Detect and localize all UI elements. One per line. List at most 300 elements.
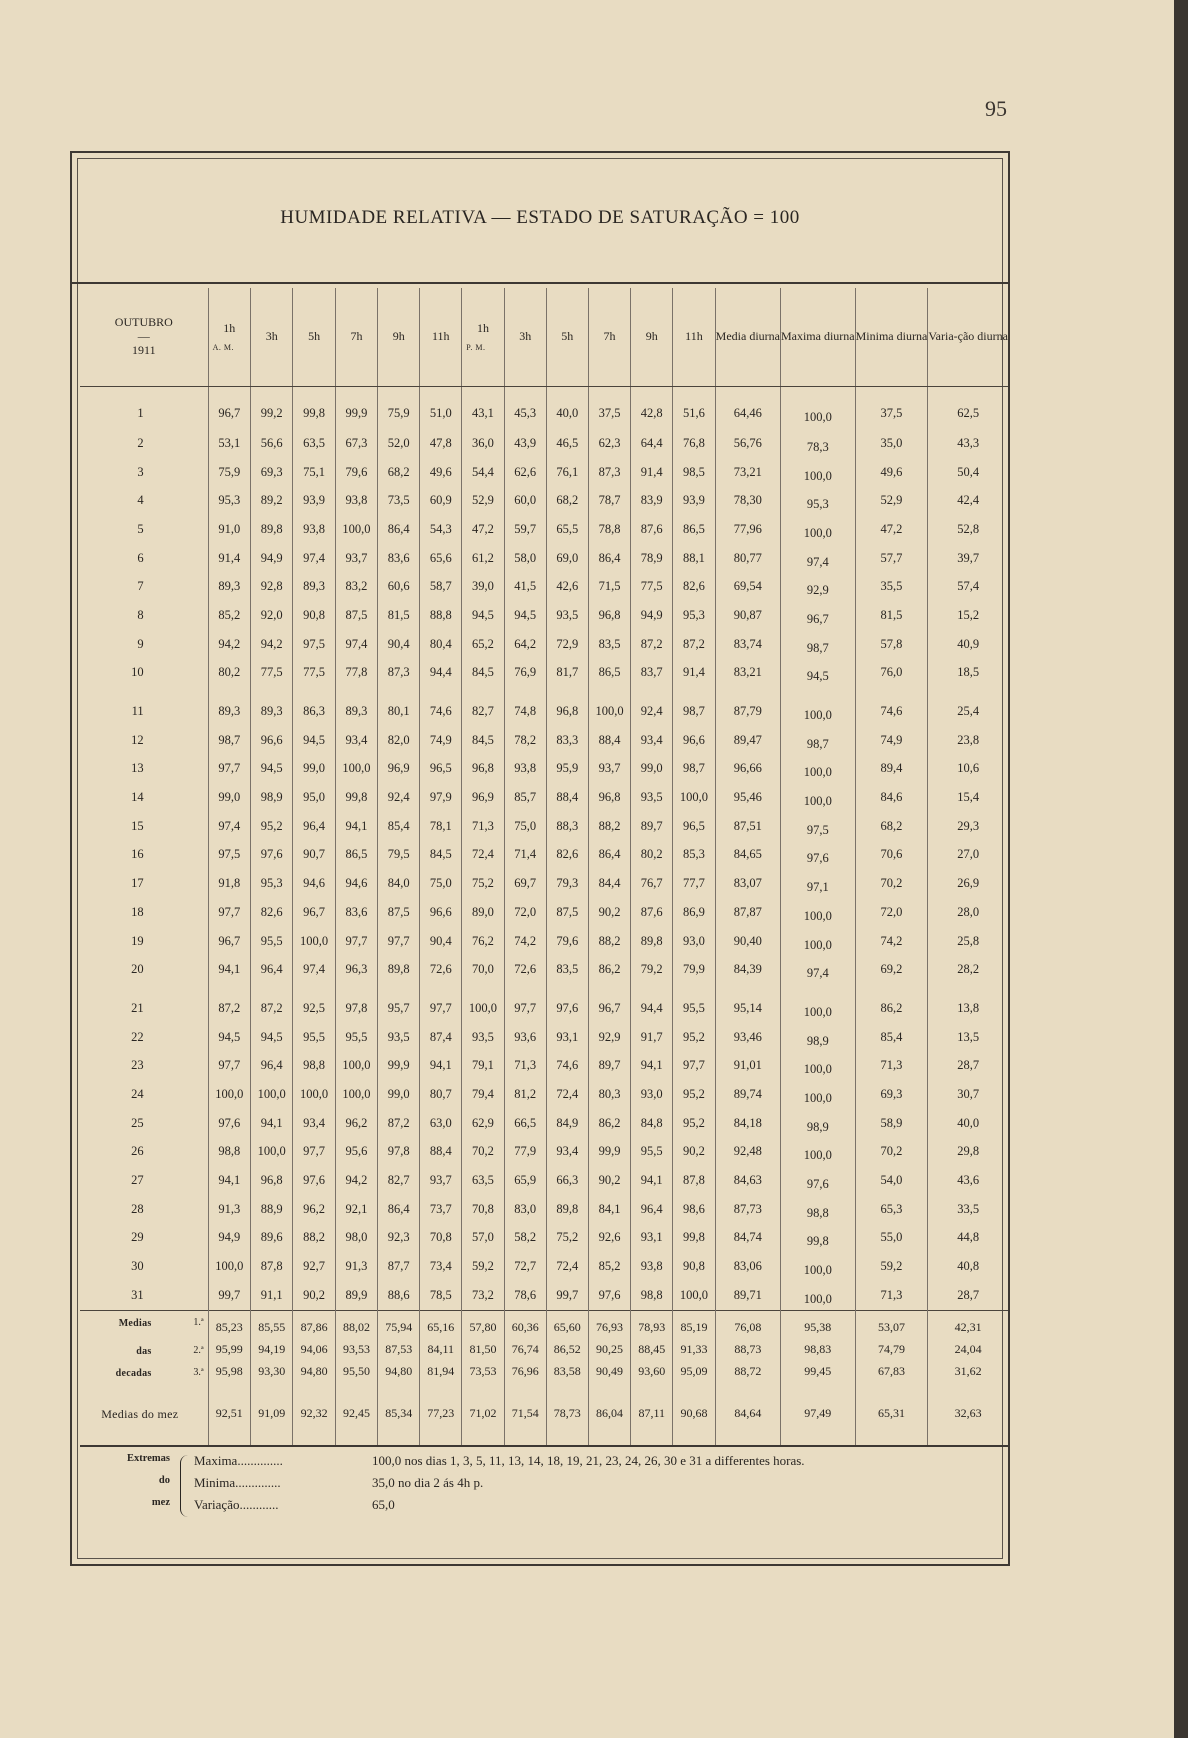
- value-cell: 100,0: [293, 1080, 335, 1109]
- value-cell: 60,0: [504, 486, 546, 515]
- value-cell: 70,2: [855, 869, 928, 898]
- day-number: 22: [131, 1029, 144, 1044]
- maxima-cell: 97,4: [780, 959, 855, 988]
- value-cell: 95,2: [673, 1080, 715, 1109]
- value-cell: 87,6: [631, 898, 673, 927]
- maxima-cell: 98,9: [780, 1027, 855, 1056]
- value-cell: 74,6: [546, 1051, 588, 1080]
- decade-value: 90,25: [588, 1339, 630, 1361]
- maxima-cell: 94,5: [780, 663, 855, 692]
- value-cell: 77,8: [335, 659, 377, 688]
- value-cell: 35,0: [855, 429, 928, 458]
- value-cell: 95,2: [251, 812, 293, 841]
- value-cell: 96,5: [420, 755, 462, 784]
- value-cell: 94,2: [251, 630, 293, 659]
- table-frame: [70, 151, 1010, 1566]
- value-cell: 91,4: [673, 659, 715, 688]
- day-row: [80, 486, 1008, 515]
- value-cell: 77,5: [293, 659, 335, 688]
- value-cell: 84,63: [715, 1166, 780, 1195]
- value-cell: 91,4: [208, 544, 250, 573]
- value-cell: 23,8: [928, 726, 1008, 755]
- value-cell: 98,7: [673, 697, 715, 726]
- month-label: OUTUBRO: [114, 315, 173, 330]
- value-cell: 63,0: [420, 1109, 462, 1138]
- day-number: 29: [131, 1230, 144, 1245]
- value-cell: 95,5: [251, 927, 293, 956]
- value-cell: 91,1: [251, 1281, 293, 1310]
- value-cell: 92,7: [293, 1252, 335, 1281]
- value-cell: 97,9: [420, 783, 462, 812]
- value-cell: 62,3: [588, 429, 630, 458]
- hour-header: 1h A. M.: [208, 288, 250, 387]
- value-cell: 89,8: [631, 927, 673, 956]
- month-means-row: [80, 1383, 1008, 1446]
- value-cell: 58,0: [504, 544, 546, 573]
- value-cell: 88,6: [378, 1281, 420, 1310]
- value-cell: 97,7: [208, 1051, 250, 1080]
- value-cell: 84,9: [546, 1109, 588, 1138]
- day-number: 10: [131, 665, 144, 680]
- value-cell: 93,4: [546, 1138, 588, 1167]
- maxima-cell: 96,7: [780, 605, 855, 634]
- value-cell: 47,2: [855, 515, 928, 544]
- value-cell: 84,0: [378, 869, 420, 898]
- value-cell: 61,2: [462, 544, 504, 573]
- decade-value: 76,08: [715, 1310, 780, 1339]
- value-cell: 94,9: [251, 544, 293, 573]
- day-number: 8: [137, 607, 144, 622]
- decade-value: 73,53: [462, 1361, 504, 1383]
- decade-value: 75,94: [378, 1310, 420, 1339]
- value-cell: 84,6: [855, 783, 928, 812]
- decade-means: [80, 1310, 1008, 1383]
- value-cell: 99,8: [335, 783, 377, 812]
- value-cell: 87,5: [546, 898, 588, 927]
- value-cell: 59,2: [855, 1252, 928, 1281]
- value-cell: 85,2: [208, 601, 250, 630]
- value-cell: 42,6: [546, 572, 588, 601]
- value-cell: 69,3: [251, 458, 293, 487]
- decade-value: 94,06: [293, 1339, 335, 1361]
- day-row: [80, 1109, 1008, 1138]
- value-cell: 72,4: [546, 1080, 588, 1109]
- value-cell: 94,5: [251, 1023, 293, 1052]
- value-cell: 69,7: [504, 869, 546, 898]
- value-cell: 86,2: [855, 994, 928, 1023]
- decade-value: 87,53: [378, 1339, 420, 1361]
- decade-gap: [80, 984, 1008, 994]
- value-cell: 86,2: [588, 1109, 630, 1138]
- value-cell: 97,7: [504, 994, 546, 1023]
- value-cell: 90,2: [588, 1166, 630, 1195]
- value-cell: 89,3: [208, 572, 250, 601]
- value-cell: 71,3: [504, 1051, 546, 1080]
- value-cell: 30,7: [928, 1080, 1008, 1109]
- value-cell: 98,5: [673, 458, 715, 487]
- decade-value: 93,30: [251, 1361, 293, 1383]
- value-cell: 69,54: [715, 572, 780, 601]
- decade-value: 84,11: [420, 1339, 462, 1361]
- value-cell: 100,0: [588, 697, 630, 726]
- month-mean-value: 77,23: [420, 1383, 462, 1446]
- value-cell: 13,5: [928, 1023, 1008, 1052]
- maxima-cell: 100,0: [780, 902, 855, 931]
- extreme-value: 35,0 no dia 2 ás 4h p.: [372, 1475, 484, 1490]
- maxima-cell: 100,0: [780, 1285, 855, 1314]
- value-cell: 87,2: [251, 994, 293, 1023]
- value-cell: 79,6: [335, 458, 377, 487]
- decade-value: 53,07: [855, 1310, 928, 1339]
- value-cell: 79,2: [631, 955, 673, 984]
- value-cell: 64,4: [631, 429, 673, 458]
- value-cell: 76,2: [462, 927, 504, 956]
- value-cell: 77,5: [631, 572, 673, 601]
- month-mean-value: 32,63: [928, 1383, 1008, 1446]
- month-mean-value: 91,09: [251, 1383, 293, 1446]
- hour-header: 5h: [546, 288, 588, 387]
- value-cell: 99,0: [208, 783, 250, 812]
- value-cell: 86,4: [588, 544, 630, 573]
- value-cell: 73,21: [715, 458, 780, 487]
- value-cell: 92,9: [588, 1023, 630, 1052]
- month-mean-value: 92,51: [208, 1383, 250, 1446]
- value-cell: 94,2: [208, 630, 250, 659]
- value-cell: 83,7: [631, 659, 673, 688]
- value-cell: 90,40: [715, 927, 780, 956]
- value-cell: 90,8: [673, 1252, 715, 1281]
- value-cell: 88,4: [420, 1138, 462, 1167]
- maxima-cell: 100,0: [780, 787, 855, 816]
- value-cell: 89,3: [251, 697, 293, 726]
- value-cell: 93,7: [420, 1166, 462, 1195]
- value-cell: 89,3: [335, 697, 377, 726]
- value-cell: 97,4: [335, 630, 377, 659]
- maxima-cell: 97,6: [780, 1170, 855, 1199]
- value-cell: 87,4: [420, 1023, 462, 1052]
- value-cell: 55,0: [855, 1224, 928, 1253]
- value-cell: 96,3: [335, 955, 377, 984]
- decade-value: 95,09: [673, 1361, 715, 1383]
- value-cell: 65,3: [855, 1195, 928, 1224]
- day-number: 15: [131, 818, 144, 833]
- value-cell: 100,0: [208, 1252, 250, 1281]
- maxima-cell: 98,8: [780, 1199, 855, 1228]
- value-cell: 97,6: [546, 994, 588, 1023]
- value-cell: 49,6: [855, 458, 928, 487]
- value-cell: 79,9: [673, 955, 715, 984]
- value-cell: 99,2: [251, 387, 293, 430]
- month-mean-value: 84,64: [715, 1383, 780, 1446]
- value-cell: 57,8: [855, 630, 928, 659]
- value-cell: 94,5: [293, 726, 335, 755]
- value-cell: 93,7: [588, 755, 630, 784]
- value-cell: 40,8: [928, 1252, 1008, 1281]
- value-cell: 41,5: [504, 572, 546, 601]
- value-cell: 70,0: [462, 955, 504, 984]
- value-cell: 86,9: [673, 898, 715, 927]
- extreme-name: Variação............: [194, 1497, 279, 1512]
- day-number: 28: [131, 1201, 144, 1216]
- value-cell: 95,5: [673, 994, 715, 1023]
- value-cell: 49,6: [420, 458, 462, 487]
- value-cell: 72,9: [546, 630, 588, 659]
- value-cell: 92,5: [293, 994, 335, 1023]
- value-cell: 91,4: [631, 458, 673, 487]
- day-row: [80, 515, 1008, 544]
- value-cell: 68,2: [378, 458, 420, 487]
- value-cell: 93,9: [673, 486, 715, 515]
- value-cell: 96,8: [546, 697, 588, 726]
- value-cell: 94,6: [293, 869, 335, 898]
- decade-value: 94,80: [378, 1361, 420, 1383]
- value-cell: 89,3: [293, 572, 335, 601]
- value-cell: 89,74: [715, 1080, 780, 1109]
- value-cell: 94,9: [208, 1224, 250, 1253]
- value-cell: 99,9: [588, 1138, 630, 1167]
- value-cell: 60,6: [378, 572, 420, 601]
- value-cell: 96,6: [420, 898, 462, 927]
- decade-value: 86,52: [546, 1339, 588, 1361]
- day-number: 19: [131, 933, 144, 948]
- value-cell: 87,7: [378, 1252, 420, 1281]
- maxima-cell: 100,0: [780, 998, 855, 1027]
- value-cell: 97,7: [335, 927, 377, 956]
- month-means: [80, 1383, 1008, 1446]
- value-cell: 91,7: [631, 1023, 673, 1052]
- value-cell: 94,4: [631, 994, 673, 1023]
- value-cell: 97,5: [293, 630, 335, 659]
- day-number: 31: [131, 1287, 144, 1302]
- value-cell: 97,4: [208, 812, 250, 841]
- value-cell: 47,2: [462, 515, 504, 544]
- value-cell: 10,6: [928, 755, 1008, 784]
- day-row: [80, 630, 1008, 659]
- decade-value: 67,83: [855, 1361, 928, 1383]
- value-cell: 78,7: [588, 486, 630, 515]
- value-cell: 93,8: [504, 755, 546, 784]
- year-label: 1911: [132, 342, 156, 357]
- value-cell: 100,0: [335, 1051, 377, 1080]
- value-cell: 83,5: [588, 630, 630, 659]
- value-cell: 77,96: [715, 515, 780, 544]
- header-row: [80, 288, 1008, 387]
- day-row: [80, 458, 1008, 487]
- value-cell: 97,7: [208, 898, 250, 927]
- value-cell: 85,4: [378, 812, 420, 841]
- value-cell: 86,4: [378, 1195, 420, 1224]
- decade-value: 85,23: [208, 1310, 250, 1339]
- value-cell: 95,5: [631, 1138, 673, 1167]
- day-row: [80, 994, 1008, 1023]
- value-cell: 82,0: [378, 726, 420, 755]
- hour-header: 1h P. M.: [462, 288, 504, 387]
- decade-value: 93,60: [631, 1361, 673, 1383]
- value-cell: 97,4: [293, 955, 335, 984]
- value-cell: 98,8: [631, 1281, 673, 1310]
- value-cell: 87,79: [715, 697, 780, 726]
- value-cell: 85,3: [673, 841, 715, 870]
- value-cell: 39,0: [462, 572, 504, 601]
- hour-header: 11h: [673, 288, 715, 387]
- decade-value: 93,53: [335, 1339, 377, 1361]
- value-cell: 54,3: [420, 515, 462, 544]
- value-cell: 87,2: [631, 630, 673, 659]
- value-cell: 94,1: [631, 1051, 673, 1080]
- value-cell: 96,6: [673, 726, 715, 755]
- value-cell: 81,7: [546, 659, 588, 688]
- value-cell: 72,6: [420, 955, 462, 984]
- value-cell: 80,1: [378, 697, 420, 726]
- month-mean-value: 92,45: [335, 1383, 377, 1446]
- value-cell: 96,7: [588, 994, 630, 1023]
- value-cell: 97,6: [588, 1281, 630, 1310]
- value-cell: 93,5: [546, 601, 588, 630]
- value-cell: 46,5: [546, 429, 588, 458]
- value-cell: 80,77: [715, 544, 780, 573]
- decade-row: [80, 1310, 1008, 1339]
- value-cell: 95,2: [673, 1109, 715, 1138]
- am-label: A. M.: [212, 343, 234, 353]
- value-cell: 76,0: [855, 659, 928, 688]
- day-number: 30: [131, 1259, 144, 1274]
- value-cell: 96,4: [631, 1195, 673, 1224]
- day-row: [80, 601, 1008, 630]
- value-cell: 74,8: [504, 697, 546, 726]
- value-cell: 87,5: [335, 601, 377, 630]
- value-cell: 99,9: [335, 387, 377, 430]
- value-cell: 87,2: [208, 994, 250, 1023]
- value-cell: 43,6: [928, 1166, 1008, 1195]
- day-number: 18: [131, 904, 144, 919]
- value-cell: 96,2: [335, 1109, 377, 1138]
- value-cell: 98,7: [673, 755, 715, 784]
- value-cell: 98,8: [208, 1138, 250, 1167]
- value-cell: 92,48: [715, 1138, 780, 1167]
- value-cell: 33,5: [928, 1195, 1008, 1224]
- decade-label-cell: [80, 1361, 208, 1383]
- value-cell: 77,7: [673, 869, 715, 898]
- value-cell: 98,6: [673, 1195, 715, 1224]
- value-cell: 28,7: [928, 1281, 1008, 1310]
- decade-label: decadas: [115, 1367, 152, 1379]
- hour-header: 9h: [378, 288, 420, 387]
- value-cell: 43,9: [504, 429, 546, 458]
- value-cell: 95,2: [673, 1023, 715, 1052]
- day-row: [80, 1281, 1008, 1310]
- value-cell: 62,5: [928, 387, 1008, 430]
- value-cell: 92,6: [588, 1224, 630, 1253]
- value-cell: 86,3: [293, 697, 335, 726]
- value-cell: 98,8: [293, 1051, 335, 1080]
- day-row: [80, 1166, 1008, 1195]
- value-cell: 87,2: [378, 1109, 420, 1138]
- value-cell: 81,5: [378, 601, 420, 630]
- value-cell: 71,4: [504, 841, 546, 870]
- value-cell: 35,5: [855, 572, 928, 601]
- value-cell: 37,5: [588, 387, 630, 430]
- day-row: [80, 955, 1008, 984]
- maxima-cell: 95,3: [780, 490, 855, 519]
- value-cell: 89,9: [335, 1281, 377, 1310]
- value-cell: 96,4: [251, 955, 293, 984]
- value-cell: 89,7: [631, 812, 673, 841]
- value-cell: 71,5: [588, 572, 630, 601]
- value-cell: 99,7: [546, 1281, 588, 1310]
- value-cell: 94,1: [208, 955, 250, 984]
- value-cell: 57,4: [928, 572, 1008, 601]
- value-cell: 83,07: [715, 869, 780, 898]
- day-number: 3: [137, 464, 144, 479]
- value-cell: 86,2: [588, 955, 630, 984]
- value-cell: 75,0: [504, 812, 546, 841]
- value-cell: 93,6: [504, 1023, 546, 1052]
- value-cell: 80,2: [631, 841, 673, 870]
- maxima-cell: 92,9: [780, 576, 855, 605]
- value-cell: 94,1: [420, 1051, 462, 1080]
- decade-value: 85,19: [673, 1310, 715, 1339]
- maxima-cell: 100,0: [780, 931, 855, 960]
- value-cell: 18,5: [928, 659, 1008, 688]
- decade-value: 98,83: [780, 1339, 855, 1361]
- value-cell: 29,3: [928, 812, 1008, 841]
- maxima-cell: 97,4: [780, 548, 855, 577]
- value-cell: 88,2: [588, 927, 630, 956]
- value-cell: 87,87: [715, 898, 780, 927]
- value-cell: 57,0: [462, 1224, 504, 1253]
- value-cell: 92,4: [631, 697, 673, 726]
- month-mean-value: 90,68: [673, 1383, 715, 1446]
- value-cell: 64,46: [715, 387, 780, 430]
- value-cell: 84,1: [588, 1195, 630, 1224]
- day-number: 1: [137, 405, 144, 420]
- value-cell: 87,8: [673, 1166, 715, 1195]
- value-cell: 82,6: [673, 572, 715, 601]
- value-cell: 88,8: [420, 601, 462, 630]
- value-cell: 81,2: [504, 1080, 546, 1109]
- value-cell: 78,6: [504, 1281, 546, 1310]
- value-cell: 52,9: [855, 486, 928, 515]
- maxima-cell: 98,7: [780, 730, 855, 759]
- value-cell: 75,9: [378, 387, 420, 430]
- decade-number: 3.ª: [193, 1366, 204, 1378]
- value-cell: 90,4: [378, 630, 420, 659]
- decade-value: 42,31: [928, 1310, 1008, 1339]
- value-cell: 15,4: [928, 783, 1008, 812]
- decade-value: 65,16: [420, 1310, 462, 1339]
- day-number: 2: [137, 435, 144, 450]
- value-cell: 95,0: [293, 783, 335, 812]
- value-cell: 95,5: [335, 1023, 377, 1052]
- extremes-label: Extremas: [127, 1453, 170, 1464]
- value-cell: 57,7: [855, 544, 928, 573]
- day-number: 11: [131, 704, 144, 719]
- decade-value: 81,94: [420, 1361, 462, 1383]
- maxima-cell: 97,1: [780, 873, 855, 902]
- value-cell: 93,0: [631, 1080, 673, 1109]
- value-cell: 90,2: [293, 1281, 335, 1310]
- value-cell: 65,9: [504, 1166, 546, 1195]
- value-cell: 100,0: [673, 783, 715, 812]
- value-cell: 100,0: [462, 994, 504, 1023]
- title-rule: [72, 282, 1008, 284]
- value-cell: 90,7: [293, 841, 335, 870]
- value-cell: 65,2: [462, 630, 504, 659]
- value-cell: 83,21: [715, 659, 780, 688]
- maxima-cell: 99,8: [780, 1228, 855, 1257]
- decade-value: 95,38: [780, 1310, 855, 1339]
- value-cell: 80,4: [420, 630, 462, 659]
